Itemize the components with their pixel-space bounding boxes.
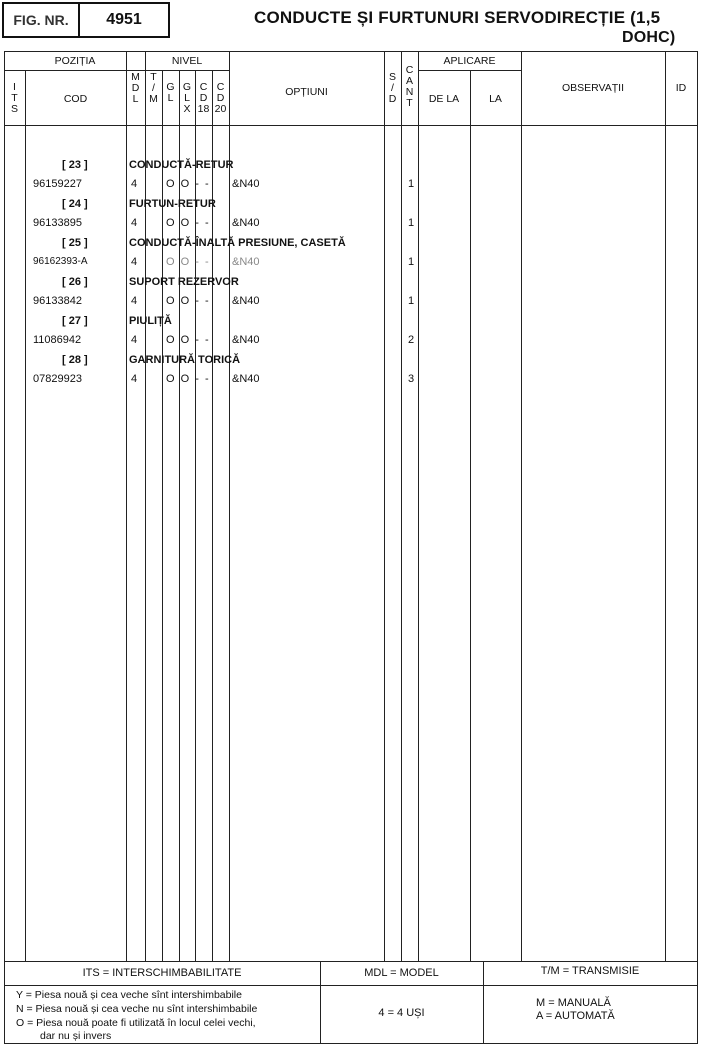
col-optiuni: OPȚIUNI <box>285 86 328 98</box>
col-cod: COD <box>63 93 88 105</box>
part-data-row <box>0 175 704 193</box>
part-code: 96159227 <box>33 178 82 190</box>
part-code: 96133842 <box>33 295 82 307</box>
part-level: O O - - <box>166 256 211 268</box>
part-code: 96133895 <box>33 217 82 229</box>
part-quantity: 3 <box>408 373 415 385</box>
part-option: &N40 <box>232 334 260 346</box>
col-aplicare: APLICARE <box>443 55 496 67</box>
part-title-row <box>0 195 704 213</box>
legend-its-line: Y = Piesa nouă și cea veche sînt intershimbabile <box>16 989 242 1001</box>
legend-its-line: dar nu și invers <box>40 1030 112 1042</box>
part-level: O O - - <box>166 178 211 190</box>
col-cd18: C D 18 <box>197 81 210 115</box>
col-nivel: NIVEL <box>171 55 203 67</box>
legend-its-line: N = Piesa nouă și cea veche nu sînt intershimbabile <box>16 1003 258 1015</box>
part-name: PIULIȚĂ <box>129 315 172 327</box>
part-data-row <box>0 292 704 310</box>
part-quantity: 2 <box>408 334 415 346</box>
part-code: 07829923 <box>33 373 82 385</box>
col-gl: G L <box>166 81 175 104</box>
part-model: 4 <box>131 373 138 385</box>
col-observatii: OBSERVAȚII <box>561 82 625 94</box>
part-name: CONDUCTĂ-RETUR <box>129 159 234 171</box>
col-mdl: M D L <box>131 71 140 105</box>
col-cant: C A N T <box>405 64 414 109</box>
position-number: [ 28 ] <box>62 354 88 366</box>
position-number: [ 24 ] <box>62 198 88 210</box>
fig-number-box <box>78 2 170 38</box>
position-number: [ 27 ] <box>62 315 88 327</box>
legend-tm-line: A = AUTOMATĂ <box>536 1010 615 1022</box>
part-title-row <box>0 234 704 252</box>
part-code: 11086942 <box>33 334 82 346</box>
part-data-row <box>0 253 704 271</box>
col-tm: T / M <box>149 71 158 105</box>
part-option: &N40 <box>232 178 260 190</box>
part-model: 4 <box>131 217 138 229</box>
col-sd: S / D <box>388 71 397 105</box>
legend-its-line: O = Piesa nouă poate fi utilizată în locul celei vechi, <box>16 1017 256 1029</box>
part-data-row <box>0 331 704 349</box>
part-option: &N40 <box>232 295 260 307</box>
col-cd20: C D 20 <box>214 81 227 115</box>
part-option: &N40 <box>232 217 260 229</box>
part-model: 4 <box>131 256 138 268</box>
part-title-row <box>0 156 704 174</box>
part-model: 4 <box>131 295 138 307</box>
position-number: [ 26 ] <box>62 276 88 288</box>
part-name: GARNITURĂ TORICĂ <box>129 354 241 366</box>
part-model: 4 <box>131 178 138 190</box>
fig-label: FIG. NR. <box>13 12 69 28</box>
part-name: FURTUN-RETUR <box>129 198 216 210</box>
col-id: ID <box>675 82 687 94</box>
part-quantity: 1 <box>408 295 415 307</box>
legend-mdl-title: MDL = MODEL <box>364 967 439 979</box>
part-code: 96162393-A <box>33 256 88 267</box>
fig-number: 4951 <box>106 11 142 28</box>
part-model: 4 <box>131 334 138 346</box>
part-title-row <box>0 273 704 291</box>
col-de-la: DE LA <box>428 93 460 105</box>
part-name: CONDUCTĂ-ÎNALTĂ PRESIUNE, CASETĂ <box>129 237 346 249</box>
part-title-row <box>0 351 704 369</box>
part-data-row <box>0 214 704 232</box>
position-number: [ 25 ] <box>62 237 88 249</box>
part-level: O O - - <box>166 373 211 385</box>
position-number: [ 23 ] <box>62 159 88 171</box>
page-title: CONDUCTE ȘI FURTUNURI SERVODIRECȚIE (1,5 <box>254 8 661 27</box>
part-quantity: 1 <box>408 178 415 190</box>
part-data-row <box>0 370 704 388</box>
part-title-row <box>0 312 704 330</box>
fig-label-box <box>2 2 80 38</box>
part-quantity: 1 <box>408 256 415 268</box>
legend-its-title: ITS = INTERSCHIMBABILITATE <box>82 967 242 979</box>
part-level: O O - - <box>166 295 211 307</box>
part-quantity: 1 <box>408 217 415 229</box>
part-option: &N40 <box>232 373 260 385</box>
part-level: O O - - <box>166 217 211 229</box>
col-glx: G L X <box>182 81 192 115</box>
legend-mdl-value: 4 = 4 UȘI <box>378 1007 425 1019</box>
part-option: &N40 <box>232 256 260 268</box>
col-its: I T S <box>10 81 18 115</box>
page-title-continued: DOHC) <box>622 29 676 46</box>
col-pozitia: POZIȚIA <box>54 55 96 67</box>
legend-tm-line: M = MANUALĂ <box>536 997 611 1009</box>
col-la: LA <box>489 93 502 105</box>
legend-tm-title: T/M = TRANSMISIE <box>540 965 640 977</box>
part-name: SUPORT REZERVOR <box>129 276 239 288</box>
part-level: O O - - <box>166 334 211 346</box>
